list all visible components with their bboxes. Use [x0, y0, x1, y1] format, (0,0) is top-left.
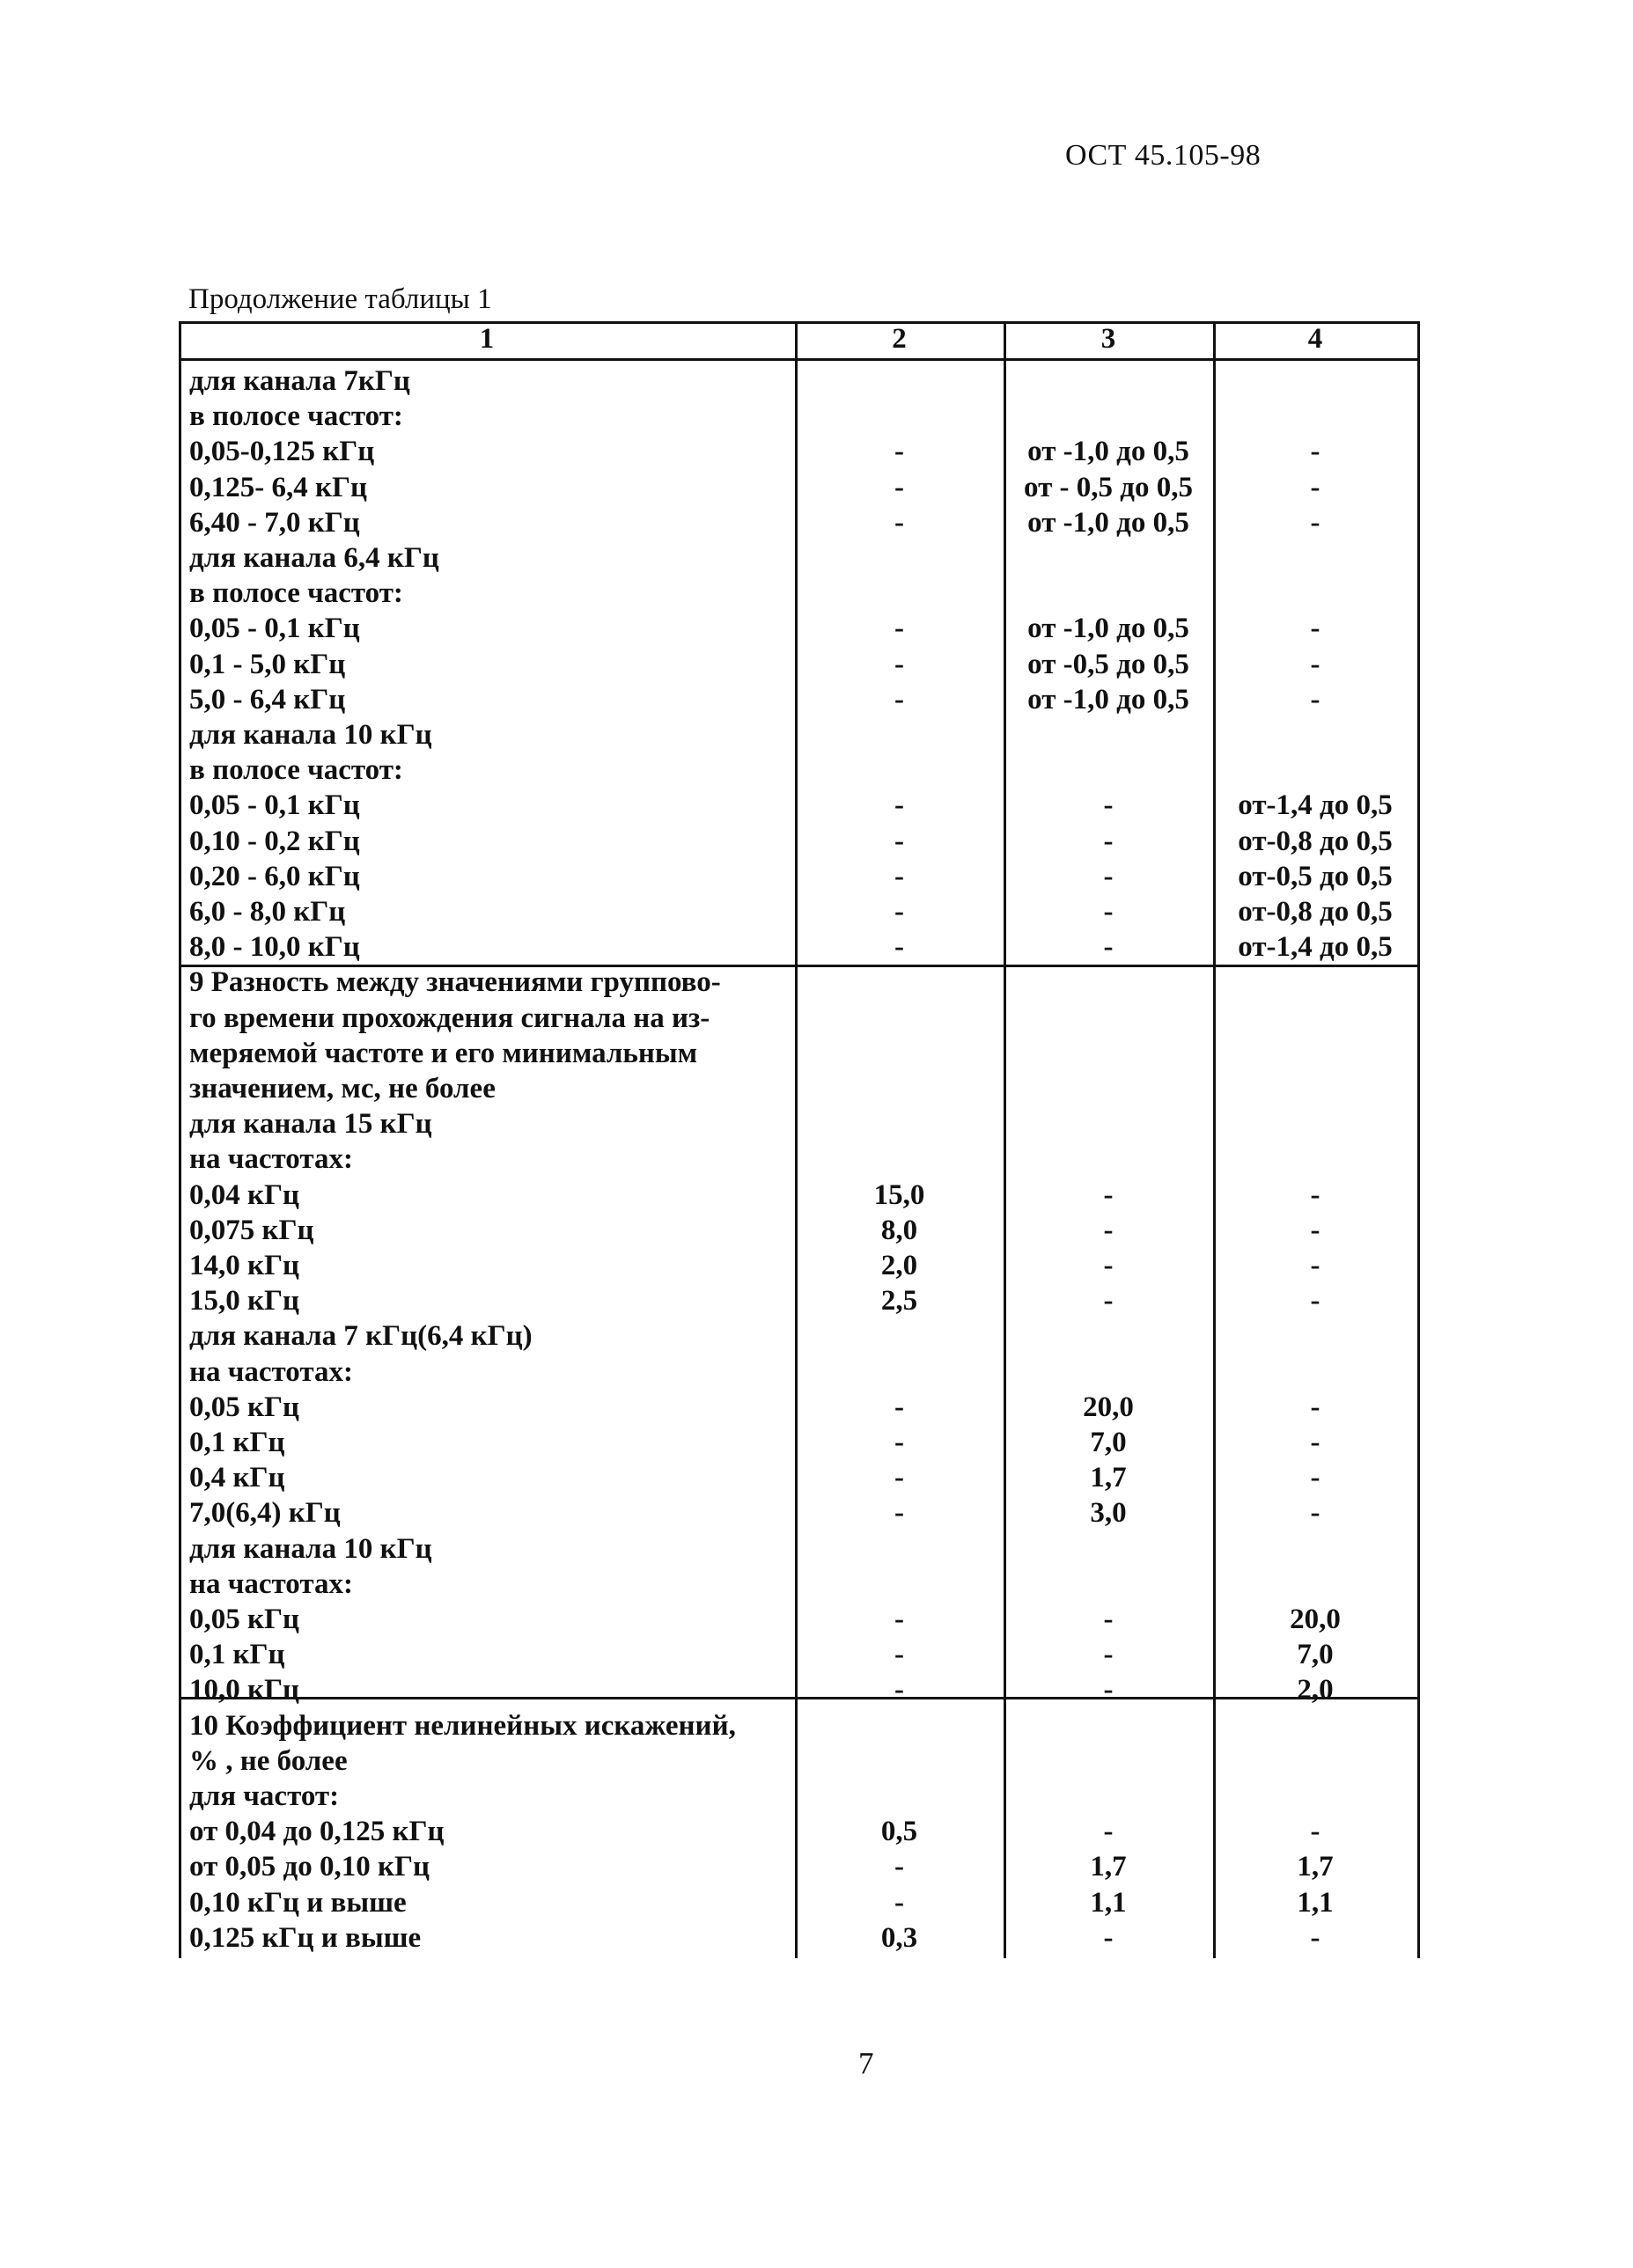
- table-cell-r37-c3: -: [1103, 1674, 1114, 1706]
- table-cell-r37-c2: -: [894, 1674, 904, 1706]
- table-cell-r26-c3: -: [1103, 1285, 1114, 1317]
- table-cell-r9-c2: -: [894, 684, 904, 716]
- data-table: [179, 321, 1420, 1958]
- table-cell-r13-c1: 0,10 - 0,2 кГц: [189, 826, 360, 857]
- table-cell-r32-c4: -: [1310, 1497, 1320, 1529]
- table-cell-r31-c3: 1,7: [1090, 1462, 1127, 1494]
- table-cell-r24-c4: -: [1310, 1215, 1320, 1246]
- table-cell-r7-c4: -: [1310, 613, 1320, 644]
- table-cell-r23-c2: 15,0: [873, 1179, 925, 1211]
- header-bottom-border: [179, 358, 1420, 361]
- table-cell-r32-c2: -: [894, 1497, 904, 1529]
- table-cell-r15-c4: от-0,8 до 0,5: [1238, 896, 1393, 928]
- table-cell-r5-c1: для канала 6,4 кГц: [189, 542, 439, 574]
- table-cell-r8-c4: -: [1310, 649, 1320, 680]
- table-cell-r16-c3: -: [1103, 931, 1114, 963]
- table-cell-r8-c2: -: [894, 649, 904, 680]
- table-cell-r30-c2: -: [894, 1427, 904, 1458]
- table-cell-r13-c4: от-0,8 до 0,5: [1238, 826, 1393, 857]
- table-cell-r41-c1: от 0,04 до 0,125 кГц: [189, 1816, 445, 1847]
- table-cell-r7-c1: 0,05 - 0,1 кГц: [189, 613, 360, 644]
- table-cell-r12-c4: от-1,4 до 0,5: [1238, 789, 1393, 821]
- column-header-1: 1: [479, 323, 495, 355]
- table-cell-r14-c3: -: [1103, 861, 1114, 892]
- table-cell-r30-c4: -: [1310, 1427, 1320, 1458]
- table-cell-r0-c1: для канала 7кГц: [189, 365, 410, 397]
- table-cell-r12-c3: -: [1103, 789, 1114, 821]
- table-cell-r35-c3: -: [1103, 1604, 1114, 1635]
- table-cell-r16-c4: от-1,4 до 0,5: [1238, 931, 1393, 963]
- table-cell-r30-c3: 7,0: [1090, 1427, 1127, 1458]
- table-cell-r25-c3: -: [1103, 1250, 1114, 1281]
- table-cell-r29-c2: -: [894, 1391, 904, 1423]
- table-cell-r14-c2: -: [894, 861, 904, 892]
- table-caption: Продолжение таблицы 1: [188, 283, 492, 315]
- table-cell-r16-c2: -: [894, 931, 904, 963]
- table-cell-r38-c1: 10 Коэффициент нелинейных искажений,: [189, 1710, 736, 1742]
- table-cell-r9-c1: 5,0 - 6,4 кГц: [189, 684, 346, 716]
- table-cell-r22-c1: на частотах:: [189, 1143, 353, 1175]
- table-cell-r3-c4: -: [1310, 472, 1320, 503]
- table-cell-r43-c4: 1,1: [1297, 1887, 1334, 1919]
- table-cell-r24-c2: 8,0: [880, 1215, 918, 1246]
- table-cell-r26-c1: 15,0 кГц: [189, 1285, 300, 1317]
- table-cell-r8-c1: 0,1 - 5,0 кГц: [189, 649, 346, 680]
- table-cell-r21-c1: для канала 15 кГц: [189, 1108, 432, 1140]
- table-cell-r37-c4: 2,0: [1297, 1674, 1334, 1706]
- table-cell-r24-c3: -: [1103, 1215, 1114, 1246]
- table-cell-r36-c4: 7,0: [1297, 1639, 1334, 1670]
- table-cell-r36-c1: 0,1 кГц: [189, 1639, 285, 1670]
- table-cell-r32-c3: 3,0: [1090, 1497, 1127, 1529]
- table-cell-r6-c1: в полосе частот:: [189, 577, 403, 609]
- table-cell-r33-c1: для канала 10 кГц: [189, 1533, 432, 1565]
- table-cell-r4-c3: от -1,0 до 0,5: [1027, 507, 1189, 539]
- table-cell-r17-c1: 9 Разность между значениями группово-: [189, 966, 721, 998]
- table-cell-r29-c3: 20,0: [1083, 1391, 1134, 1423]
- table-cell-r13-c3: -: [1103, 826, 1114, 857]
- table-cell-r37-c1: 10,0 кГц: [189, 1674, 300, 1706]
- table-cell-r24-c1: 0,075 кГц: [189, 1215, 314, 1246]
- table-cell-r42-c4: 1,7: [1297, 1851, 1334, 1883]
- table-cell-r4-c2: -: [894, 507, 904, 539]
- table-cell-r43-c1: 0,10 кГц и выше: [189, 1887, 407, 1919]
- table-cell-r26-c2: 2,5: [880, 1285, 918, 1317]
- table-cell-r7-c2: -: [894, 613, 904, 644]
- table-cell-r29-c4: -: [1310, 1391, 1320, 1423]
- table-cell-r44-c3: -: [1103, 1922, 1114, 1954]
- table-cell-r4-c1: 6,40 - 7,0 кГц: [189, 507, 360, 539]
- column-header-3: 3: [1100, 323, 1116, 355]
- table-cell-r43-c3: 1,1: [1090, 1887, 1127, 1919]
- table-cell-r2-c2: -: [894, 436, 904, 467]
- table-cell-r31-c1: 0,4 кГц: [189, 1462, 285, 1494]
- table-cell-r7-c3: от -1,0 до 0,5: [1027, 613, 1189, 644]
- table-cell-r20-c1: значением, мс, не более: [189, 1073, 496, 1105]
- table-cell-r31-c2: -: [894, 1462, 904, 1494]
- table-cell-r18-c1: го времени прохождения сигнала на из-: [189, 1002, 710, 1034]
- table-cell-r19-c1: меряемой частоте и его минимальным: [189, 1038, 698, 1069]
- document-code: ОСТ 45.105-98: [1065, 139, 1262, 172]
- table-cell-r26-c4: -: [1310, 1285, 1320, 1317]
- table-cell-r35-c2: -: [894, 1604, 904, 1635]
- table-cell-r28-c1: на частотах:: [189, 1356, 353, 1388]
- table-cell-r3-c2: -: [894, 472, 904, 503]
- column-header-2: 2: [892, 323, 907, 355]
- table-cell-r9-c3: от -1,0 до 0,5: [1027, 684, 1189, 716]
- column-header-4: 4: [1307, 323, 1323, 355]
- table-cell-r23-c3: -: [1103, 1179, 1114, 1211]
- table-cell-r41-c2: 0,5: [880, 1816, 918, 1847]
- table-cell-r2-c4: -: [1310, 436, 1320, 467]
- table-cell-r41-c3: -: [1103, 1816, 1114, 1847]
- table-cell-r3-c3: от - 0,5 до 0,5: [1024, 472, 1193, 503]
- table-cell-r42-c1: от 0,05 до 0,10 кГц: [189, 1851, 430, 1883]
- table-cell-r14-c1: 0,20 - 6,0 кГц: [189, 861, 360, 892]
- table-cell-r1-c1: в полосе частот:: [189, 400, 403, 432]
- table-cell-r31-c4: -: [1310, 1462, 1320, 1494]
- table-cell-r8-c3: от -0,5 до 0,5: [1027, 649, 1189, 680]
- table-cell-r41-c4: -: [1310, 1816, 1320, 1847]
- table-cell-r23-c1: 0,04 кГц: [189, 1179, 300, 1211]
- table-cell-r15-c1: 6,0 - 8,0 кГц: [189, 896, 346, 928]
- table-cell-r15-c2: -: [894, 896, 904, 928]
- table-cell-r3-c1: 0,125- 6,4 кГц: [189, 472, 368, 503]
- page-number: 7: [858, 2046, 874, 2081]
- table-cell-r30-c1: 0,1 кГц: [189, 1427, 285, 1458]
- column-divider-3: [1213, 321, 1216, 1958]
- table-cell-r12-c2: -: [894, 789, 904, 821]
- table-cell-r43-c2: -: [894, 1887, 904, 1919]
- table-cell-r44-c1: 0,125 кГц и выше: [189, 1922, 422, 1954]
- table-cell-r34-c1: на частотах:: [189, 1568, 353, 1600]
- table-border-left: [179, 321, 181, 1958]
- table-cell-r14-c4: от-0,5 до 0,5: [1238, 861, 1393, 892]
- table-cell-r10-c1: для канала 10 кГц: [189, 719, 432, 751]
- column-divider-2: [1004, 321, 1006, 1958]
- table-cell-r16-c1: 8,0 - 10,0 кГц: [189, 931, 360, 963]
- table-cell-r9-c4: -: [1310, 684, 1320, 716]
- table-cell-r36-c2: -: [894, 1639, 904, 1670]
- table-cell-r35-c4: 20,0: [1290, 1604, 1341, 1635]
- table-cell-r4-c4: -: [1310, 507, 1320, 539]
- table-cell-r44-c2: 0,3: [880, 1922, 918, 1954]
- table-cell-r23-c4: -: [1310, 1179, 1320, 1211]
- table-cell-r13-c2: -: [894, 826, 904, 857]
- table-cell-r12-c1: 0,05 - 0,1 кГц: [189, 789, 360, 821]
- table-cell-r39-c1: % , не более: [189, 1745, 348, 1777]
- table-cell-r35-c1: 0,05 кГц: [189, 1604, 300, 1635]
- table-cell-r11-c1: в полосе частот:: [189, 754, 403, 786]
- table-cell-r29-c1: 0,05 кГц: [189, 1391, 300, 1423]
- table-cell-r2-c3: от -1,0 до 0,5: [1027, 436, 1189, 467]
- table-cell-r25-c1: 14,0 кГц: [189, 1250, 300, 1281]
- table-cell-r32-c1: 7,0(6,4) кГц: [189, 1497, 341, 1529]
- column-divider-1: [795, 321, 798, 1958]
- table-cell-r42-c3: 1,7: [1090, 1851, 1127, 1883]
- table-cell-r40-c1: для частот:: [189, 1780, 340, 1812]
- table-cell-r42-c2: -: [894, 1851, 904, 1883]
- table-cell-r27-c1: для канала 7 кГц(6,4 кГц): [189, 1320, 533, 1352]
- table-cell-r2-c1: 0,05-0,125 кГц: [189, 436, 375, 467]
- table-cell-r15-c3: -: [1103, 896, 1114, 928]
- table-cell-r25-c2: 2,0: [880, 1250, 918, 1281]
- table-cell-r25-c4: -: [1310, 1250, 1320, 1281]
- table-cell-r36-c3: -: [1103, 1639, 1114, 1670]
- table-cell-r44-c4: -: [1310, 1922, 1320, 1954]
- table-border-right: [1417, 321, 1420, 1958]
